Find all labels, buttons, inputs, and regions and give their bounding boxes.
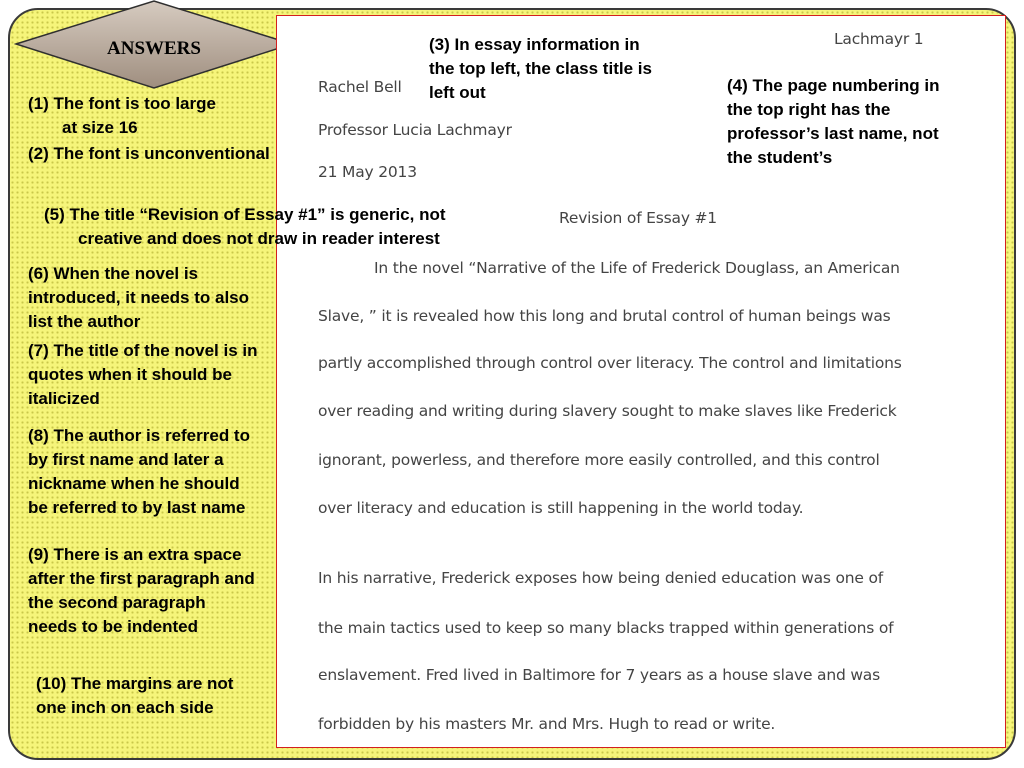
- note-8-line: by first name and later a: [28, 450, 224, 469]
- note-10: [36, 672, 233, 720]
- note-7-line: quotes when it should be: [28, 365, 232, 384]
- paragraph1-line: ignorant, powerless, and therefore more easily controlled, and this control: [318, 451, 880, 469]
- heading-date: 21 May 2013: [318, 163, 417, 181]
- paragraph1-line: over reading and writing during slavery sought to make slaves like Frederick: [318, 402, 897, 420]
- note-8: [28, 424, 250, 520]
- note-4: [727, 74, 940, 170]
- note-9: [28, 543, 255, 639]
- note-5: [44, 203, 446, 251]
- paragraph2-line: In his narrative, Frederick exposes how being denied education was one of: [318, 569, 884, 587]
- note-9-line: (9) There is an extra space: [28, 545, 242, 564]
- note-6-line: list the author: [28, 312, 141, 331]
- note-8-line: nickname when he should: [28, 474, 240, 493]
- note-1-line: at size 16: [62, 118, 138, 137]
- paragraph1-line: In the novel “Narrative of the Life of Frederick Douglass, an American: [374, 259, 900, 277]
- answers-label: ANSWERS: [107, 38, 201, 59]
- note-8-line: be referred to by last name: [28, 498, 246, 517]
- paragraph2-line: forbidden by his masters Mr. and Mrs. Hugh to read or write.: [318, 715, 776, 733]
- note-3-line: the top left, the class title is: [429, 59, 652, 78]
- note-9-line: needs to be indented: [28, 617, 199, 636]
- paragraph2-line: the main tactics used to keep so many blacks trapped within generations of: [318, 619, 894, 637]
- note-1-line: (1) The font is too large: [28, 94, 216, 113]
- essay-title: Revision of Essay #1: [559, 209, 717, 227]
- heading-professor: Professor Lucia Lachmayr: [318, 121, 512, 139]
- note-2: [28, 142, 270, 166]
- paragraph1-line: over literacy and education is still happening in the world today.: [318, 499, 804, 517]
- note-3-line: left out: [429, 83, 486, 102]
- note-9-line: after the first paragraph and: [28, 569, 255, 588]
- note-6-line: (6) When the novel is: [28, 264, 199, 283]
- note-4-line: professor’s last name, not: [727, 124, 939, 143]
- answers-badge: [14, 0, 294, 96]
- note-2-line: (2) The font is unconventional: [28, 144, 270, 163]
- note-7: [28, 339, 258, 411]
- note-6-line: introduced, it needs to also: [28, 288, 250, 307]
- note-10-line: (10) The margins are not: [36, 674, 234, 693]
- note-7-line: italicized: [28, 389, 100, 408]
- note-5-line: creative and does not draw in reader interest: [78, 229, 440, 248]
- note-8-line: (8) The author is referred to: [28, 426, 250, 445]
- note-4-line: the student’s: [727, 148, 833, 167]
- note-3: [429, 33, 652, 105]
- note-4-line: (4) The page numbering in: [727, 76, 940, 95]
- note-7-line: (7) The title of the novel is in: [28, 341, 258, 360]
- note-9-line: the second paragraph: [28, 593, 206, 612]
- page-header: Lachmayr 1: [834, 30, 924, 48]
- paragraph1-line: partly accomplished through control over literacy. The control and limitations: [318, 354, 902, 372]
- note-1: [28, 92, 216, 140]
- heading-student-name: Rachel Bell: [318, 78, 402, 96]
- note-4-line: the top right has the: [727, 100, 891, 119]
- paragraph1-line: Slave, ” it is revealed how this long and brutal control of human beings was: [318, 307, 891, 325]
- note-3-line: (3) In essay information in: [429, 35, 640, 54]
- note-6: [28, 262, 249, 334]
- paragraph2-line: enslavement. Fred lived in Baltimore for 7 years as a house slave and was: [318, 666, 880, 684]
- note-5-line: (5) The title “Revision of Essay #1” is generic, not: [44, 205, 446, 224]
- note-10-line: one inch on each side: [36, 698, 214, 717]
